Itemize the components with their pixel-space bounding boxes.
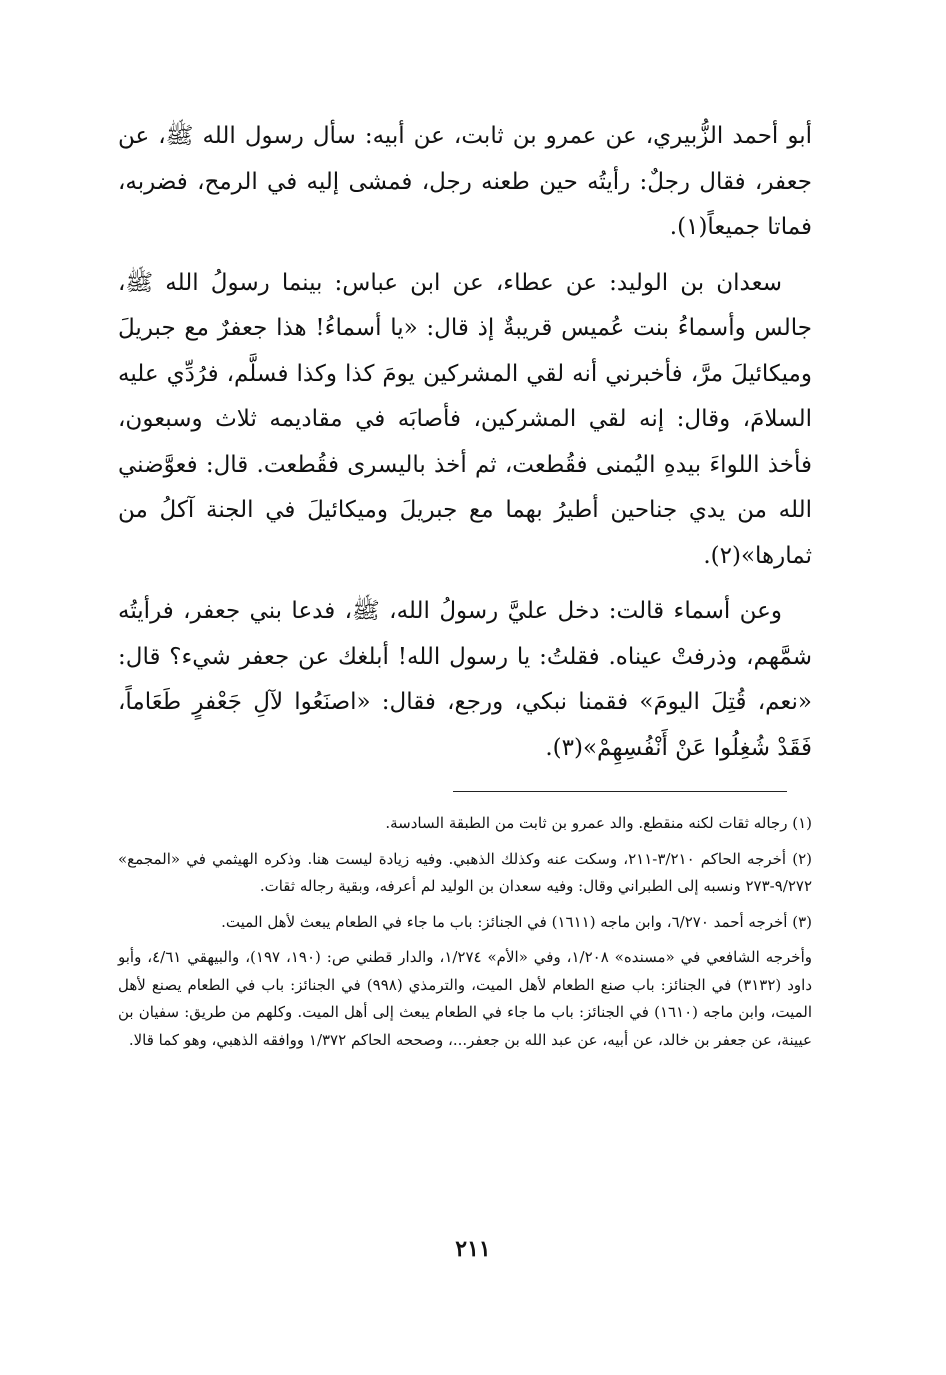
footnote-1: (١) رجاله ثقات لكنه منقطع. والد عمرو بن ثابت من الطبقة السادسة. (385, 814, 812, 832)
footnotes (118, 810, 812, 1054)
footnote-3: (٣) أخرجه أحمد ٦/٢٧٠، وابن ماجه (١٦١١) في الجنائز: باب ما جاء في الطعام يبعث لأهل الميت. (221, 912, 812, 931)
paragraph-zubayri-narration: أبو أحمد الزُّبيري، عن عمرو بن ثابت، عن أبيه: سأل رسول الله ﷺ، عن جعفر، فقال رجلٌ: رأيتُه حين طعنه رجل، فمشى إليه في الرمح، فضربه، فماتا جميعاً(١). (118, 123, 812, 240)
paragraph-ibn-abbas-narration: سعدان بن الوليد: عن عطاء، عن ابن عباس: بينما رسولُ الله ﷺ، جالس وأسماءُ بنت عُميس قريبةٌ إذ قال: «يا أسماءُ! هذا جعفرٌ مع جبريلَ وميكائيلَ مرَّ، فأخبرني أنه لقي المشركين يومَ كذا وكذا فسلَّم، فرُدِّي عليه السلامَ، وقال: إنه لقي المشركين، فأصابَه في مقاديمه ثلاث وسبعون، فأخذ اللواءَ بيدهِ اليُمنى فقُطعت، ثم أخذ باليسرى فقُطعت. قال: فعوَّضني الله من يدي جناحين أطيرُ بهما مع جبريلَ وميكائيلَ في الجنة آكلُ من ثمارها»(٢). (118, 269, 812, 569)
main-text (118, 114, 812, 771)
page-number: ٢١١ (455, 1236, 491, 1262)
footnote-3-continued: وأخرجه الشافعي في «مسنده» ١/٢٠٨، وفي «الأم» ١/٢٧٤، والدار قطني ص: (١٩٠، ١٩٧)، والبيهقي ٤/٦١، وأبو داود (٣١٣٢) في الجنائز: باب صنع الطعام لأهل الميت، والترمذي (٩٩٨) في الجنائز: باب في الطعام يصنع لأهل الميت، وابن ماجه (١٦١٠) في الجنائز: باب ما جاء في الطعام يبعث إلى أهل الميت. وكلهم من طريق: سفيان بن عيينة، عن جعفر بن خالد، عن أبيه، عن عبد الله بن جعفر...، وصححه الحاكم ١/٣٧٢ ووافقه الذهبي، وهو كما قالا. (118, 948, 813, 1049)
footnote-separator (453, 791, 787, 792)
footnote-2: (٢) أخرجه الحاكم ٣/٢١٠-٢١١، وسكت عنه وكذلك الذهبي. وفيه زيادة ليست هنا. وذكره الهيثمي في «المجمع» ٩/٢٧٢-٢٧٣ ونسبه إلى الطبراني وقال: وفيه سعدان بن الوليد لم أعرفه، وبقية رجاله ثقات. (118, 849, 812, 895)
paragraph-asma-narration: وعن أسماء قالت: دخل عليَّ رسولُ الله، ﷺ، فدعا بني جعفر، فرأيتُه شمَّهم، وذرفتْ عيناه. فقلتُ: يا رسول الله! أبلغك عن جعفر شيء؟ قال: «نعم، قُتِلَ اليومَ» فقمنا نبكي، ورجع، فقال: «اصنَعُوا لآلِ جَعْفرٍ طَعَاماً، فَقَدْ شُغِلُوا عَنْ أَنْفُسِهِمْ»(٣). (118, 598, 812, 761)
